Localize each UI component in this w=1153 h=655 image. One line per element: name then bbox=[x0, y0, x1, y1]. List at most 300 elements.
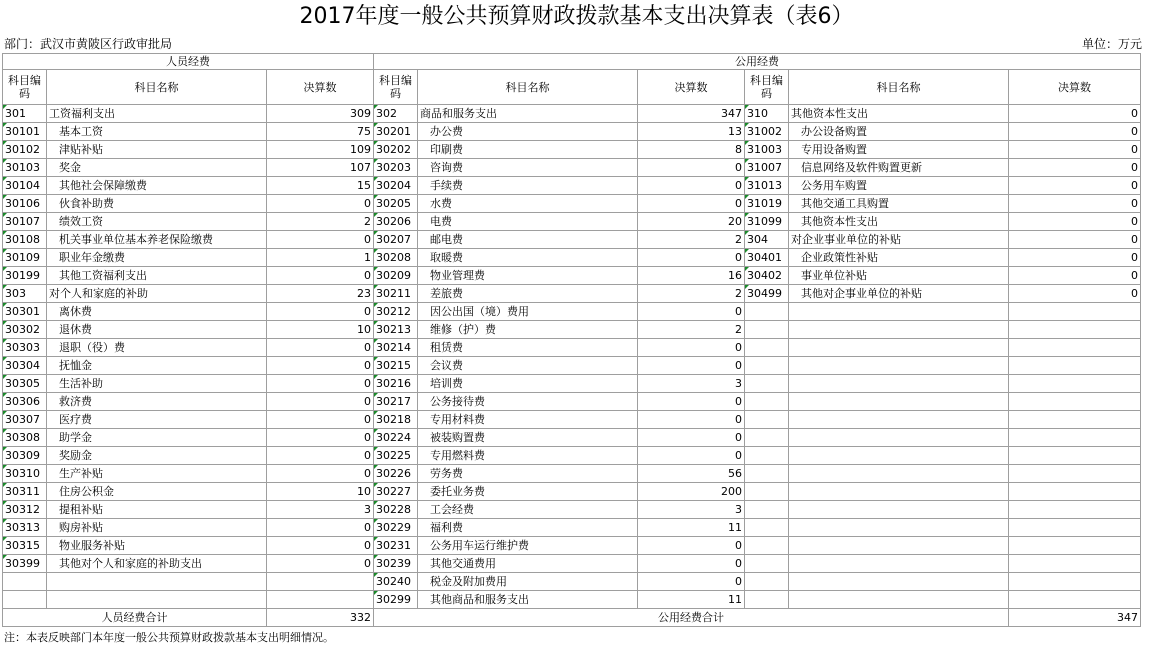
item-name: 邮电费 bbox=[418, 231, 638, 249]
table-row bbox=[3, 177, 1141, 195]
item-amount bbox=[1009, 357, 1141, 375]
item-code: 31099 bbox=[745, 213, 789, 231]
item-code bbox=[745, 357, 789, 375]
item-code bbox=[745, 591, 789, 609]
item-code: 30102 bbox=[3, 141, 47, 159]
item-code: 30213 bbox=[374, 321, 418, 339]
item-amount: 0 bbox=[1009, 177, 1141, 195]
item-name: 住房公积金 bbox=[47, 483, 267, 501]
item-name: 离休费 bbox=[47, 303, 267, 321]
item-name: 对企业事业单位的补贴 bbox=[789, 231, 1009, 249]
item-amount: 0 bbox=[267, 339, 374, 357]
item-code bbox=[745, 483, 789, 501]
report-title: 2017年度一般公共预算财政拨款基本支出决算表（表6） bbox=[299, 4, 854, 29]
item-name: 退休费 bbox=[47, 321, 267, 339]
item-amount: 0 bbox=[267, 231, 374, 249]
item-name: 专用燃料费 bbox=[418, 447, 638, 465]
item-name: 福利费 bbox=[418, 519, 638, 537]
item-name: 培训费 bbox=[418, 375, 638, 393]
header-amount: 决算数 bbox=[638, 70, 745, 105]
item-name: 物业服务补贴 bbox=[47, 537, 267, 555]
item-amount: 20 bbox=[638, 213, 745, 231]
item-amount bbox=[1009, 393, 1141, 411]
table-row bbox=[3, 411, 1141, 429]
item-amount: 0 bbox=[1009, 141, 1141, 159]
item-code: 30217 bbox=[374, 393, 418, 411]
item-amount: 0 bbox=[638, 447, 745, 465]
item-name: 办公费 bbox=[418, 123, 638, 141]
item-amount: 0 bbox=[638, 555, 745, 573]
item-amount: 309 bbox=[267, 105, 374, 123]
item-name: 手续费 bbox=[418, 177, 638, 195]
table-row bbox=[3, 555, 1141, 573]
table-row bbox=[3, 501, 1141, 519]
item-name: 退职（役）费 bbox=[47, 339, 267, 357]
item-code: 30218 bbox=[374, 411, 418, 429]
table-row bbox=[3, 285, 1141, 303]
item-amount bbox=[1009, 321, 1141, 339]
item-name: 信息网络及软件购置更新 bbox=[789, 159, 1009, 177]
table-row bbox=[3, 573, 1141, 591]
budget-table bbox=[2, 53, 1141, 627]
item-code bbox=[3, 573, 47, 591]
item-code: 30103 bbox=[3, 159, 47, 177]
table-row bbox=[3, 303, 1141, 321]
item-amount: 0 bbox=[1009, 159, 1141, 177]
item-amount: 0 bbox=[267, 195, 374, 213]
item-code: 30315 bbox=[3, 537, 47, 555]
item-code: 30226 bbox=[374, 465, 418, 483]
item-code: 30313 bbox=[3, 519, 47, 537]
item-name: 救济费 bbox=[47, 393, 267, 411]
item-code: 303 bbox=[3, 285, 47, 303]
header-amount: 决算数 bbox=[267, 70, 374, 105]
section-personnel: 人员经费 bbox=[3, 54, 374, 70]
item-amount: 0 bbox=[1009, 231, 1141, 249]
table-row bbox=[3, 465, 1141, 483]
item-code: 302 bbox=[374, 105, 418, 123]
table-row bbox=[3, 375, 1141, 393]
item-code: 30307 bbox=[3, 411, 47, 429]
item-name: 其他对个人和家庭的补助支出 bbox=[47, 555, 267, 573]
item-code: 30499 bbox=[745, 285, 789, 303]
item-code: 30310 bbox=[3, 465, 47, 483]
item-name bbox=[789, 447, 1009, 465]
section-public: 公用经费 bbox=[374, 54, 1141, 70]
item-code: 30401 bbox=[745, 249, 789, 267]
item-code: 30308 bbox=[3, 429, 47, 447]
item-name: 会议费 bbox=[418, 357, 638, 375]
item-code: 31007 bbox=[745, 159, 789, 177]
item-name: 抚恤金 bbox=[47, 357, 267, 375]
item-name: 购房补贴 bbox=[47, 519, 267, 537]
item-amount: 107 bbox=[267, 159, 374, 177]
item-name: 提租补贴 bbox=[47, 501, 267, 519]
item-code: 31013 bbox=[745, 177, 789, 195]
item-name: 其他资本性支出 bbox=[789, 213, 1009, 231]
item-amount: 23 bbox=[267, 285, 374, 303]
item-amount: 0 bbox=[638, 159, 745, 177]
table-row bbox=[3, 537, 1141, 555]
item-name: 对个人和家庭的补助 bbox=[47, 285, 267, 303]
item-name: 助学金 bbox=[47, 429, 267, 447]
item-code: 30305 bbox=[3, 375, 47, 393]
item-code: 30240 bbox=[374, 573, 418, 591]
table-row bbox=[3, 213, 1141, 231]
item-name: 差旅费 bbox=[418, 285, 638, 303]
item-amount bbox=[1009, 483, 1141, 501]
item-amount: 0 bbox=[638, 411, 745, 429]
item-name: 奖励金 bbox=[47, 447, 267, 465]
item-code: 30208 bbox=[374, 249, 418, 267]
item-code: 310 bbox=[745, 105, 789, 123]
item-amount: 0 bbox=[638, 357, 745, 375]
item-amount bbox=[267, 573, 374, 591]
item-code: 30202 bbox=[374, 141, 418, 159]
item-amount: 0 bbox=[267, 267, 374, 285]
item-amount: 0 bbox=[1009, 267, 1141, 285]
item-amount: 0 bbox=[1009, 105, 1141, 123]
item-code: 30231 bbox=[374, 537, 418, 555]
item-amount bbox=[1009, 519, 1141, 537]
item-name: 其他对企事业单位的补贴 bbox=[789, 285, 1009, 303]
item-name: 公务接待费 bbox=[418, 393, 638, 411]
item-name: 咨询费 bbox=[418, 159, 638, 177]
item-code: 30402 bbox=[745, 267, 789, 285]
item-amount: 2 bbox=[638, 321, 745, 339]
item-name bbox=[789, 375, 1009, 393]
item-amount: 1 bbox=[267, 249, 374, 267]
item-amount bbox=[1009, 591, 1141, 609]
item-name bbox=[789, 555, 1009, 573]
item-name: 电费 bbox=[418, 213, 638, 231]
item-name: 其他交通工具购置 bbox=[789, 195, 1009, 213]
item-name: 生产补贴 bbox=[47, 465, 267, 483]
item-name bbox=[789, 393, 1009, 411]
item-code: 31003 bbox=[745, 141, 789, 159]
item-name bbox=[789, 483, 1009, 501]
item-amount: 0 bbox=[638, 303, 745, 321]
table-row bbox=[3, 483, 1141, 501]
item-amount: 0 bbox=[638, 429, 745, 447]
item-name: 其他社会保障缴费 bbox=[47, 177, 267, 195]
item-code: 30203 bbox=[374, 159, 418, 177]
header-name: 科目名称 bbox=[418, 70, 638, 105]
item-amount: 0 bbox=[638, 537, 745, 555]
item-amount bbox=[1009, 537, 1141, 555]
item-code bbox=[745, 519, 789, 537]
item-name bbox=[789, 303, 1009, 321]
item-amount: 56 bbox=[638, 465, 745, 483]
item-code bbox=[745, 303, 789, 321]
item-code: 30101 bbox=[3, 123, 47, 141]
item-name: 医疗费 bbox=[47, 411, 267, 429]
table-row bbox=[3, 267, 1141, 285]
item-name: 职业年金缴费 bbox=[47, 249, 267, 267]
item-amount: 0 bbox=[267, 303, 374, 321]
personnel-total-label: 人员经费合计 bbox=[3, 609, 267, 627]
item-amount: 10 bbox=[267, 483, 374, 501]
item-code bbox=[745, 537, 789, 555]
table-row bbox=[3, 519, 1141, 537]
item-name: 事业单位补贴 bbox=[789, 267, 1009, 285]
header-code: 科目编码 bbox=[745, 70, 789, 105]
item-name: 工会经费 bbox=[418, 501, 638, 519]
item-code: 30201 bbox=[374, 123, 418, 141]
item-name bbox=[47, 591, 267, 609]
table-row bbox=[3, 447, 1141, 465]
table-row bbox=[3, 105, 1141, 123]
item-amount bbox=[1009, 303, 1141, 321]
item-name: 生活补助 bbox=[47, 375, 267, 393]
item-amount: 0 bbox=[638, 177, 745, 195]
item-code bbox=[745, 555, 789, 573]
item-name bbox=[789, 591, 1009, 609]
item-amount: 2 bbox=[638, 231, 745, 249]
item-amount: 0 bbox=[267, 447, 374, 465]
table-row bbox=[3, 429, 1141, 447]
item-name: 伙食补助费 bbox=[47, 195, 267, 213]
item-amount: 0 bbox=[267, 357, 374, 375]
item-amount: 0 bbox=[1009, 195, 1141, 213]
item-code: 30311 bbox=[3, 483, 47, 501]
item-code: 31002 bbox=[745, 123, 789, 141]
item-name: 公务用车运行维护费 bbox=[418, 537, 638, 555]
item-amount: 3 bbox=[267, 501, 374, 519]
item-code bbox=[745, 393, 789, 411]
item-name bbox=[789, 519, 1009, 537]
item-code bbox=[745, 411, 789, 429]
item-code: 30204 bbox=[374, 177, 418, 195]
item-amount: 16 bbox=[638, 267, 745, 285]
item-name: 企业政策性补贴 bbox=[789, 249, 1009, 267]
item-amount: 75 bbox=[267, 123, 374, 141]
item-amount: 15 bbox=[267, 177, 374, 195]
item-amount: 0 bbox=[267, 375, 374, 393]
item-amount: 13 bbox=[638, 123, 745, 141]
item-name: 劳务费 bbox=[418, 465, 638, 483]
department-label: 部门：武汉市黄陂区行政审批局 bbox=[4, 37, 173, 51]
item-code: 304 bbox=[745, 231, 789, 249]
table-row bbox=[3, 393, 1141, 411]
item-name bbox=[789, 411, 1009, 429]
item-amount: 0 bbox=[1009, 123, 1141, 141]
item-name: 机关事业单位基本养老保险缴费 bbox=[47, 231, 267, 249]
item-amount: 0 bbox=[1009, 285, 1141, 303]
item-name bbox=[789, 537, 1009, 555]
table-row bbox=[3, 321, 1141, 339]
item-code: 30211 bbox=[374, 285, 418, 303]
table-body bbox=[3, 105, 1141, 609]
item-amount bbox=[1009, 375, 1141, 393]
item-code bbox=[745, 465, 789, 483]
item-code: 301 bbox=[3, 105, 47, 123]
item-name: 公务用车购置 bbox=[789, 177, 1009, 195]
item-name: 专用材料费 bbox=[418, 411, 638, 429]
item-code: 30106 bbox=[3, 195, 47, 213]
item-amount: 0 bbox=[638, 573, 745, 591]
item-amount: 0 bbox=[267, 555, 374, 573]
item-name bbox=[789, 357, 1009, 375]
item-code: 30214 bbox=[374, 339, 418, 357]
item-amount: 11 bbox=[638, 519, 745, 537]
item-code: 30209 bbox=[374, 267, 418, 285]
item-amount bbox=[1009, 555, 1141, 573]
item-name bbox=[47, 573, 267, 591]
item-amount: 0 bbox=[267, 393, 374, 411]
item-amount: 0 bbox=[267, 537, 374, 555]
item-amount: 109 bbox=[267, 141, 374, 159]
item-name: 物业管理费 bbox=[418, 267, 638, 285]
item-amount: 0 bbox=[638, 249, 745, 267]
item-code: 30104 bbox=[3, 177, 47, 195]
item-code: 31019 bbox=[745, 195, 789, 213]
item-amount: 0 bbox=[267, 465, 374, 483]
item-code: 30109 bbox=[3, 249, 47, 267]
item-name bbox=[789, 339, 1009, 357]
item-name: 工资福利支出 bbox=[47, 105, 267, 123]
item-name bbox=[789, 573, 1009, 591]
item-amount: 0 bbox=[1009, 213, 1141, 231]
item-code: 30228 bbox=[374, 501, 418, 519]
item-amount: 0 bbox=[1009, 249, 1141, 267]
item-amount: 0 bbox=[638, 339, 745, 357]
item-amount: 10 bbox=[267, 321, 374, 339]
item-amount: 347 bbox=[638, 105, 745, 123]
item-code: 30239 bbox=[374, 555, 418, 573]
item-code bbox=[745, 501, 789, 519]
table-row bbox=[3, 141, 1141, 159]
item-name: 绩效工资 bbox=[47, 213, 267, 231]
item-code: 30225 bbox=[374, 447, 418, 465]
table-row bbox=[3, 231, 1141, 249]
item-code: 30216 bbox=[374, 375, 418, 393]
item-amount: 0 bbox=[638, 393, 745, 411]
table-row bbox=[3, 195, 1141, 213]
item-code: 30215 bbox=[374, 357, 418, 375]
item-name: 商品和服务支出 bbox=[418, 105, 638, 123]
item-name: 税金及附加费用 bbox=[418, 573, 638, 591]
item-amount: 8 bbox=[638, 141, 745, 159]
item-name: 其他资本性支出 bbox=[789, 105, 1009, 123]
header-code: 科目编码 bbox=[374, 70, 418, 105]
item-code bbox=[745, 429, 789, 447]
item-name: 其他商品和服务支出 bbox=[418, 591, 638, 609]
item-code: 30399 bbox=[3, 555, 47, 573]
item-code: 30312 bbox=[3, 501, 47, 519]
item-amount bbox=[1009, 465, 1141, 483]
item-name: 其他工资福利支出 bbox=[47, 267, 267, 285]
item-name: 委托业务费 bbox=[418, 483, 638, 501]
item-amount: 200 bbox=[638, 483, 745, 501]
item-code: 30306 bbox=[3, 393, 47, 411]
item-code: 30108 bbox=[3, 231, 47, 249]
public-total-label: 公用经费合计 bbox=[374, 609, 1009, 627]
item-code: 30299 bbox=[374, 591, 418, 609]
item-code bbox=[745, 339, 789, 357]
item-name: 租赁费 bbox=[418, 339, 638, 357]
item-amount bbox=[1009, 339, 1141, 357]
item-name bbox=[789, 429, 1009, 447]
item-name: 基本工资 bbox=[47, 123, 267, 141]
table-row bbox=[3, 339, 1141, 357]
item-name: 因公出国（境）费用 bbox=[418, 303, 638, 321]
item-amount bbox=[1009, 573, 1141, 591]
item-code bbox=[745, 375, 789, 393]
item-name: 办公设备购置 bbox=[789, 123, 1009, 141]
totals-row bbox=[3, 609, 1141, 627]
item-code: 30304 bbox=[3, 357, 47, 375]
item-code bbox=[745, 321, 789, 339]
table-row bbox=[3, 123, 1141, 141]
item-code: 30205 bbox=[374, 195, 418, 213]
item-amount: 3 bbox=[638, 501, 745, 519]
public-total-value: 347 bbox=[1009, 609, 1141, 627]
item-name: 奖金 bbox=[47, 159, 267, 177]
item-name: 维修（护）费 bbox=[418, 321, 638, 339]
item-name: 专用设备购置 bbox=[789, 141, 1009, 159]
item-amount: 2 bbox=[638, 285, 745, 303]
personnel-total-value: 332 bbox=[267, 609, 374, 627]
item-amount: 0 bbox=[267, 429, 374, 447]
unit-label: 单位：万元 bbox=[1081, 37, 1142, 51]
item-amount: 11 bbox=[638, 591, 745, 609]
item-amount bbox=[1009, 447, 1141, 465]
item-name bbox=[789, 465, 1009, 483]
header-name: 科目名称 bbox=[789, 70, 1009, 105]
item-code: 30301 bbox=[3, 303, 47, 321]
item-amount: 3 bbox=[638, 375, 745, 393]
item-amount bbox=[1009, 501, 1141, 519]
item-amount bbox=[267, 591, 374, 609]
item-name bbox=[789, 501, 1009, 519]
item-code: 30207 bbox=[374, 231, 418, 249]
report-meta bbox=[0, 35, 1150, 53]
header-code: 科目编码 bbox=[3, 70, 47, 105]
table-row bbox=[3, 357, 1141, 375]
item-code bbox=[745, 573, 789, 591]
item-amount: 2 bbox=[267, 213, 374, 231]
item-name: 取暖费 bbox=[418, 249, 638, 267]
table-note: 注：本表反映部门本年度一般公共预算财政拨款基本支出明细情况。 bbox=[4, 631, 334, 644]
item-amount: 0 bbox=[267, 411, 374, 429]
item-name: 其他交通费用 bbox=[418, 555, 638, 573]
item-code: 30212 bbox=[374, 303, 418, 321]
item-code: 30302 bbox=[3, 321, 47, 339]
item-name: 水费 bbox=[418, 195, 638, 213]
header-name: 科目名称 bbox=[47, 70, 267, 105]
item-code: 30227 bbox=[374, 483, 418, 501]
item-code: 30303 bbox=[3, 339, 47, 357]
item-amount bbox=[1009, 411, 1141, 429]
table-row bbox=[3, 159, 1141, 177]
item-code bbox=[745, 447, 789, 465]
item-amount bbox=[1009, 429, 1141, 447]
item-code: 30309 bbox=[3, 447, 47, 465]
item-name bbox=[789, 321, 1009, 339]
item-code: 30199 bbox=[3, 267, 47, 285]
item-code: 30229 bbox=[374, 519, 418, 537]
item-code: 30107 bbox=[3, 213, 47, 231]
item-code: 30224 bbox=[374, 429, 418, 447]
item-code: 30206 bbox=[374, 213, 418, 231]
item-name: 印刷费 bbox=[418, 141, 638, 159]
item-amount: 0 bbox=[267, 519, 374, 537]
table-row bbox=[3, 249, 1141, 267]
item-name: 津贴补贴 bbox=[47, 141, 267, 159]
item-code bbox=[3, 591, 47, 609]
item-name: 被装购置费 bbox=[418, 429, 638, 447]
